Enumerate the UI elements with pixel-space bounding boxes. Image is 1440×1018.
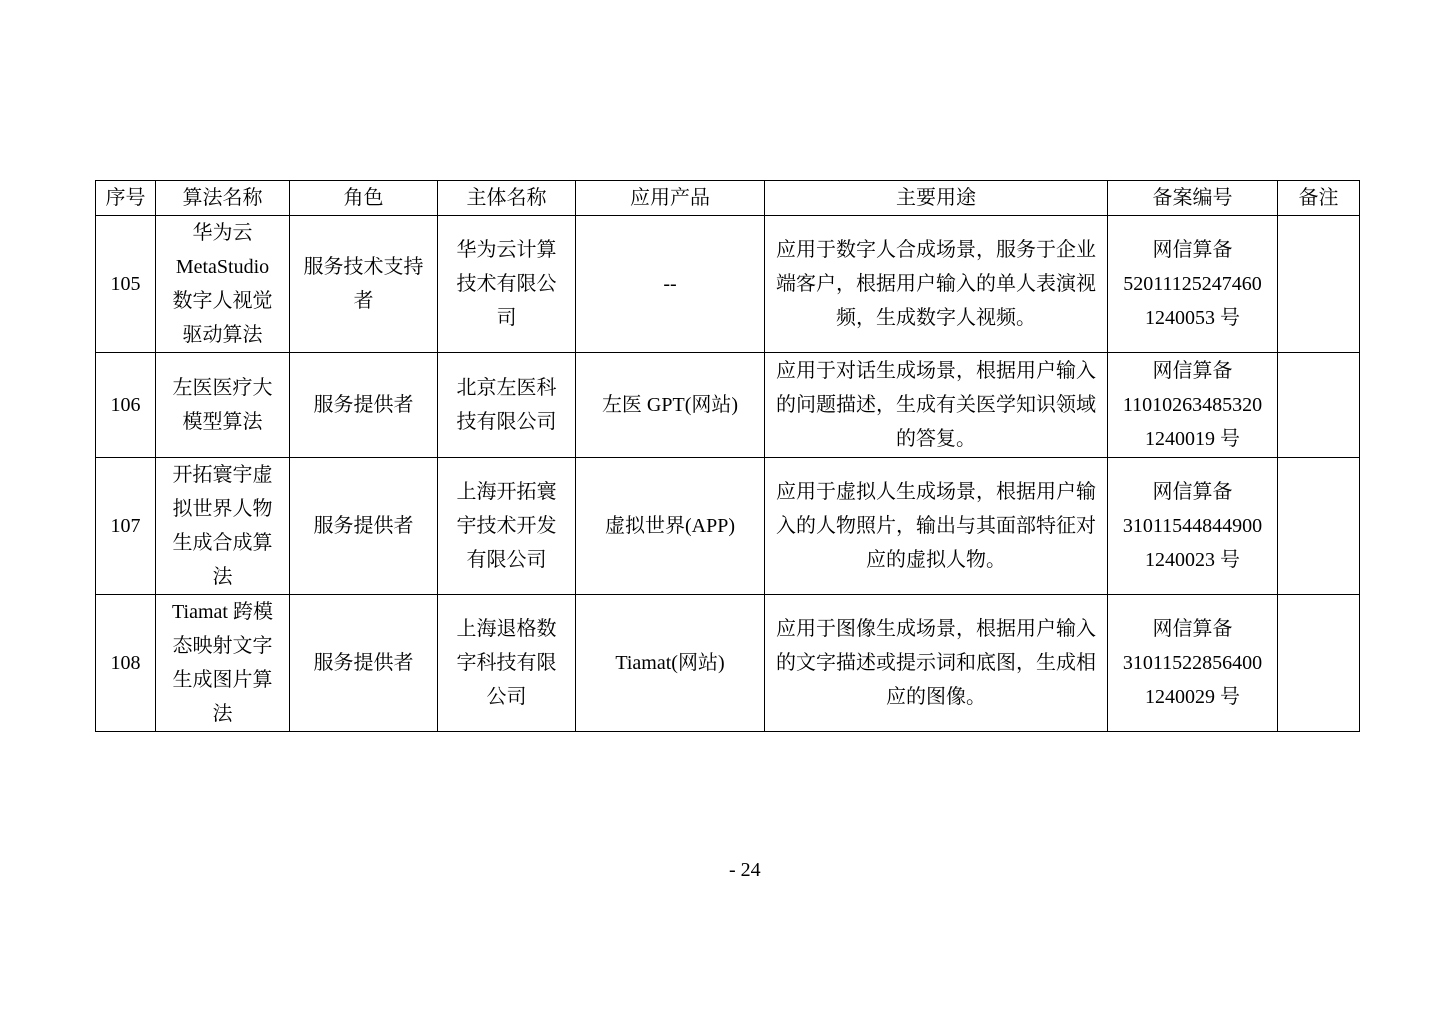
header-algorithm-name: 算法名称 [156,181,290,216]
header-product: 应用产品 [576,181,765,216]
cell-entity-name: 上海退格数 字科技有限 公司 [438,595,576,732]
cell-product: 虚拟世界(APP) [576,458,765,595]
header-filing-number: 备案编号 [1108,181,1278,216]
cell-remarks [1278,595,1360,732]
cell-seq: 107 [96,458,156,595]
cell-role: 服务提供者 [290,595,438,732]
cell-purpose: 应用于数字人合成场景，服务于企业 端客户，根据用户输入的单人表演视 频，生成数字人视频。 [765,216,1108,353]
table-row [96,595,1360,732]
cell-algorithm-name: 左医医疗大 模型算法 [156,353,290,458]
cell-seq: 106 [96,353,156,458]
header-role: 角色 [290,181,438,216]
cell-seq: 108 [96,595,156,732]
cell-role: 服务技术支持 者 [290,216,438,353]
cell-role: 服务提供者 [290,353,438,458]
header-remarks: 备注 [1278,181,1360,216]
cell-algorithm-name: 开拓寰宇虚 拟世界人物 生成合成算 法 [156,458,290,595]
cell-purpose: 应用于对话生成场景，根据用户输入 的问题描述，生成有关医学知识领域 的答复。 [765,353,1108,458]
header-entity-name: 主体名称 [438,181,576,216]
cell-filing-number: 网信算备 31011522856400 1240029 号 [1108,595,1278,732]
cell-remarks [1278,353,1360,458]
cell-seq: 105 [96,216,156,353]
cell-algorithm-name: Tiamat 跨模 态映射文字 生成图片算 法 [156,595,290,732]
cell-role: 服务提供者 [290,458,438,595]
cell-product: 左医 GPT(网站) [576,353,765,458]
cell-purpose: 应用于虚拟人生成场景，根据用户输 入的人物照片，输出与其面部特征对 应的虚拟人物。 [765,458,1108,595]
cell-filing-number: 网信算备 11010263485320 1240019 号 [1108,353,1278,458]
table-row [96,216,1360,353]
table-row [96,458,1360,595]
cell-entity-name: 华为云计算 技术有限公 司 [438,216,576,353]
header-purpose: 主要用途 [765,181,1108,216]
cell-product: Tiamat(网站) [576,595,765,732]
page-number: - 24 [729,859,761,881]
cell-entity-name: 上海开拓寰 宇技术开发 有限公司 [438,458,576,595]
cell-remarks [1278,458,1360,595]
header-seq: 序号 [96,181,156,216]
table-header-row [96,181,1360,216]
cell-purpose: 应用于图像生成场景，根据用户输入 的文字描述或提示词和底图，生成相 应的图像。 [765,595,1108,732]
registry-table [95,180,1360,732]
cell-entity-name: 北京左医科 技有限公司 [438,353,576,458]
cell-filing-number: 网信算备 52011125247460 1240053 号 [1108,216,1278,353]
cell-remarks [1278,216,1360,353]
cell-algorithm-name: 华为云 MetaStudio 数字人视觉 驱动算法 [156,216,290,353]
table-row [96,353,1360,458]
cell-filing-number: 网信算备 31011544844900 1240023 号 [1108,458,1278,595]
cell-product: -- [576,216,765,353]
